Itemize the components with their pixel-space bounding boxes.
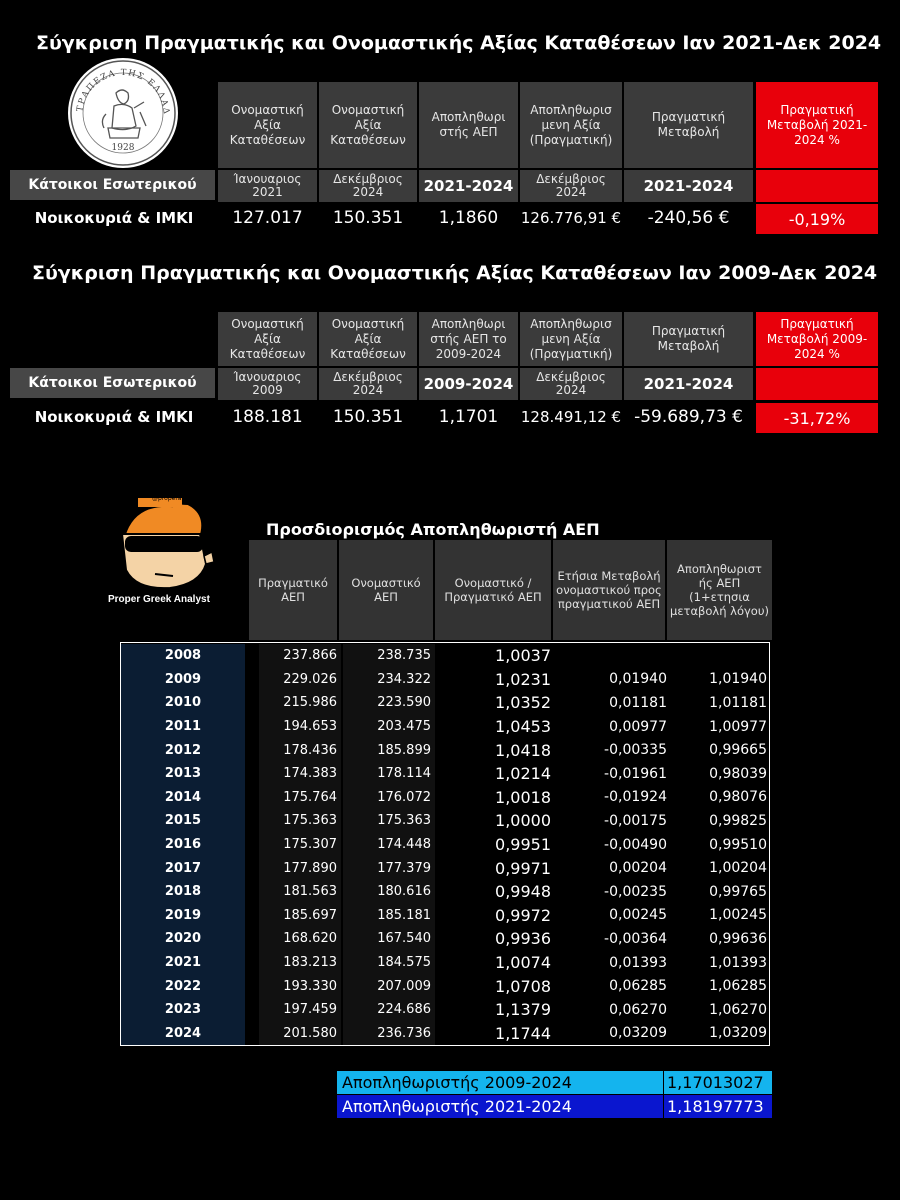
annual-change-cell: 0,00245 xyxy=(609,907,667,924)
section2-header-4: Πραγματική Μεταβολή xyxy=(624,312,753,366)
table-row xyxy=(121,691,769,715)
nominal-gdp-cell: 175.363 xyxy=(343,809,435,833)
ratio-cell: 1,0018 xyxy=(495,787,551,807)
annual-change-cell: -0,00490 xyxy=(604,836,667,853)
year-cell: 2015 xyxy=(121,809,245,833)
ratio-cell: 0,9951 xyxy=(495,835,551,855)
table-row xyxy=(121,833,769,857)
annual-change-cell: -0,01961 xyxy=(604,765,667,782)
gdp-header-3: Ετήσια Μεταβολή ονομαστικού προς πραγματικού ΑΕΠ xyxy=(553,540,665,640)
deflator-cell xyxy=(671,644,767,668)
real-gdp-cell: 197.459 xyxy=(259,998,341,1022)
table-row xyxy=(121,786,769,810)
table-row xyxy=(121,880,769,904)
nominal-gdp-cell: 167.540 xyxy=(343,927,435,951)
section2-subheader-5 xyxy=(756,368,878,400)
gdp-header-1: Ονομαστικό ΑΕΠ xyxy=(339,540,433,640)
real-gdp-cell: 175.363 xyxy=(259,809,341,833)
section1-header-5: Πραγματική Μεταβολή 2021-2024 % xyxy=(756,82,878,168)
section1-value-4: -240,56 € xyxy=(647,208,730,228)
annual-change-cell xyxy=(555,644,667,668)
deflator-cell: 1,00245 xyxy=(709,907,767,924)
table-row xyxy=(121,715,769,739)
section1-subheader-3: Δεκέμβριος 2024 xyxy=(520,170,622,202)
year-cell: 2012 xyxy=(121,738,245,762)
year-cell: 2021 xyxy=(121,951,245,975)
section2-subheader-0: Ίανουαριος 2009 xyxy=(218,368,317,400)
year-cell: 2010 xyxy=(121,691,245,715)
section2-header-3: Αποπληθωρισ μενη Αξία (Πραγματική) xyxy=(520,312,622,366)
deflator-cell: 1,01181 xyxy=(709,694,767,711)
seal-ring-text: ΤΡΑΠΕΖΑ ΤΗΣ ΕΛΛΑΔ xyxy=(75,67,172,116)
annual-change-cell: -0,00364 xyxy=(604,930,667,947)
year-cell: 2022 xyxy=(121,974,245,998)
section2-header-5: Πραγματική Μεταβολή 2009-2024 % xyxy=(756,312,878,366)
ratio-cell: 0,9936 xyxy=(495,929,551,949)
real-gdp-cell: 201.580 xyxy=(259,1022,341,1046)
section2-value-0: 188.181 xyxy=(232,407,303,427)
annual-change-cell: 0,03209 xyxy=(609,1025,667,1042)
nominal-gdp-cell: 234.322 xyxy=(343,668,435,692)
year-cell: 2019 xyxy=(121,904,245,928)
nominal-gdp-cell: 185.899 xyxy=(343,738,435,762)
table-row xyxy=(121,856,769,880)
table-row xyxy=(121,738,769,762)
deflator-cell: 1,06270 xyxy=(709,1001,767,1018)
deflator-cell: 0,99665 xyxy=(709,742,767,759)
real-gdp-cell: 175.764 xyxy=(259,786,341,810)
section2-value-2: 1,1701 xyxy=(438,407,499,427)
section1-title: Σύγκριση Πραγματικής και Ονομαστικής Αξίας Καταθέσεων Ιαν 2021-Δεκ 2024 xyxy=(36,32,882,54)
ratio-cell: 1,0352 xyxy=(495,693,551,713)
bank-of-greece-logo xyxy=(68,58,178,168)
nominal-gdp-cell: 203.475 xyxy=(343,715,435,739)
year-cell: 2008 xyxy=(121,644,245,668)
deflator-cell: 0,98039 xyxy=(709,765,767,782)
nominal-gdp-cell: 238.735 xyxy=(343,644,435,668)
table-row xyxy=(121,904,769,928)
nominal-gdp-cell: 180.616 xyxy=(343,880,435,904)
year-cell: 2023 xyxy=(121,998,245,1022)
table-row xyxy=(121,927,769,951)
table-row xyxy=(121,762,769,786)
real-gdp-cell: 175.307 xyxy=(259,833,341,857)
nominal-gdp-cell: 185.181 xyxy=(343,904,435,928)
table-row xyxy=(121,668,769,692)
table-row xyxy=(121,974,769,998)
section1-header-2: Αποπληθωρι στής ΑΕΠ xyxy=(419,82,518,168)
nominal-gdp-cell: 184.575 xyxy=(343,951,435,975)
annual-change-cell: -0,00235 xyxy=(604,883,667,900)
section1-subheader-0: Ίανουαριος 2021 xyxy=(218,170,317,202)
section2-row-label: Κάτοικοι Εσωτερικού xyxy=(10,368,215,398)
table-row xyxy=(121,951,769,975)
analyst-name: Proper Greek Analyst xyxy=(108,594,210,605)
section1-subheader-2: 2021-2024 xyxy=(419,170,518,202)
real-gdp-cell: 215.986 xyxy=(259,691,341,715)
year-cell: 2016 xyxy=(121,833,245,857)
section2-subheader-1: Δεκέμβριος 2024 xyxy=(319,368,417,400)
section2-value-1: 150.351 xyxy=(332,407,404,427)
bank-seal-icon xyxy=(68,58,178,168)
year-cell: 2020 xyxy=(121,927,245,951)
section2-value-5: -31,72% xyxy=(756,403,878,433)
section1-subheader-5 xyxy=(756,170,878,202)
deflator-cell: 1,06285 xyxy=(709,978,767,995)
year-cell: 2018 xyxy=(121,880,245,904)
summary-value-0: 1,17013027 xyxy=(664,1071,772,1094)
ratio-cell: 1,0074 xyxy=(495,953,551,973)
ratio-cell: 1,0418 xyxy=(495,740,551,760)
annual-change-cell: 0,06270 xyxy=(609,1001,667,1018)
real-gdp-cell: 185.697 xyxy=(259,904,341,928)
deflator-cell: 1,01393 xyxy=(709,954,767,971)
year-cell: 2017 xyxy=(121,856,245,880)
annual-change-cell: -0,01924 xyxy=(604,789,667,806)
section2-data-label: Νοικοκυριά & ΙΜΚΙ xyxy=(34,408,194,426)
section2-subheader-4: 2021-2024 xyxy=(624,368,753,400)
ratio-cell: 1,1379 xyxy=(495,1000,551,1020)
annual-change-cell: -0,00335 xyxy=(604,742,667,759)
section2-title: Σύγκριση Πραγματικής και Ονομαστικής Αξίας Καταθέσεων Ιαν 2009-Δεκ 2024 xyxy=(32,262,878,284)
annual-change-cell: 0,00204 xyxy=(609,860,667,877)
real-gdp-cell: 194.653 xyxy=(259,715,341,739)
section2-value-3: 128.491,12 € xyxy=(520,408,622,426)
nominal-gdp-cell: 207.009 xyxy=(343,974,435,998)
ratio-cell: 1,0000 xyxy=(495,811,551,831)
real-gdp-cell: 181.563 xyxy=(259,880,341,904)
nominal-gdp-cell: 236.736 xyxy=(343,1022,435,1046)
real-gdp-cell: 229.026 xyxy=(259,668,341,692)
deflator-cell: 1,00977 xyxy=(709,718,767,735)
section1-value-3: 126.776,91 € xyxy=(520,209,622,227)
table-row xyxy=(121,809,769,833)
section1-subheader-4: 2021-2024 xyxy=(624,170,753,202)
section1-value-0: 127.017 xyxy=(232,208,303,228)
section1-value-1: 150.351 xyxy=(332,208,404,228)
annual-change-cell: 0,06285 xyxy=(609,978,667,995)
nominal-gdp-cell: 224.686 xyxy=(343,998,435,1022)
section1-data-label: Νοικοκυριά & ΙΜΚΙ xyxy=(34,209,194,227)
nominal-gdp-cell: 174.448 xyxy=(343,833,435,857)
deflator-cell: 0,99510 xyxy=(709,836,767,853)
nominal-gdp-cell: 223.590 xyxy=(343,691,435,715)
ratio-cell: 0,9971 xyxy=(495,858,551,878)
gdp-header-2: Ονομαστικό / Πραγματικό ΑΕΠ xyxy=(435,540,551,640)
analyst-tag: @properanalyst xyxy=(152,495,200,502)
ratio-cell: 0,9948 xyxy=(495,882,551,902)
year-cell: 2013 xyxy=(121,762,245,786)
deflator-cell: 0,99765 xyxy=(709,883,767,900)
section1-value-2: 1,1860 xyxy=(438,208,499,228)
deflator-cell: 1,00204 xyxy=(709,860,767,877)
cartoon-face-icon xyxy=(100,494,225,609)
section1-subheader-1: Δεκέμβριος 2024 xyxy=(319,170,417,202)
real-gdp-cell: 237.866 xyxy=(259,644,341,668)
year-cell: 2014 xyxy=(121,786,245,810)
real-gdp-cell: 177.890 xyxy=(259,856,341,880)
section2-subheader-2: 2009-2024 xyxy=(419,368,518,400)
nominal-gdp-cell: 178.114 xyxy=(343,762,435,786)
summary-label-0: Αποπληθωριστής 2009-2024 xyxy=(337,1071,663,1094)
ratio-cell: 1,0708 xyxy=(495,976,551,996)
deflator-cell: 0,98076 xyxy=(709,789,767,806)
summary-label-1: Αποπληθωριστής 2021-2024 xyxy=(337,1095,663,1118)
deflator-cell: 0,99636 xyxy=(709,930,767,947)
seal-year: 1928 xyxy=(111,143,135,153)
section2-header-1: Ονομαστική Αξία Καταθέσεων xyxy=(319,312,417,366)
nominal-gdp-cell: 176.072 xyxy=(343,786,435,810)
real-gdp-cell: 178.436 xyxy=(259,738,341,762)
year-cell: 2011 xyxy=(121,715,245,739)
section2-value-4: -59.689,73 € xyxy=(634,407,743,427)
section1-header-0: Ονομαστική Αξία Καταθέσεων xyxy=(218,82,317,168)
year-cell: 2009 xyxy=(121,668,245,692)
real-gdp-cell: 174.383 xyxy=(259,762,341,786)
deflator-cell: 1,03209 xyxy=(709,1025,767,1042)
ratio-cell: 0,9972 xyxy=(495,905,551,925)
annual-change-cell: 0,01393 xyxy=(609,954,667,971)
annual-change-cell: 0,00977 xyxy=(609,718,667,735)
table-row xyxy=(121,644,769,668)
section1-header-4: Πραγματική Μεταβολή xyxy=(624,82,753,168)
section1-value-5: -0,19% xyxy=(756,204,878,234)
summary-value-1: 1,18197773 xyxy=(664,1095,772,1118)
gdp-title: Προσδιορισμός Αποπληθωριστή ΑΕΠ xyxy=(266,520,600,539)
ratio-cell: 1,0453 xyxy=(495,717,551,737)
gdp-header-4: Αποπληθωριστ ής ΑΕΠ (1+ετησια μεταβολή λόγου) xyxy=(667,540,772,640)
section2-header-2: Αποπληθωρι στής ΑΕΠ το 2009-2024 xyxy=(419,312,518,366)
annual-change-cell: 0,01181 xyxy=(609,694,667,711)
section1-header-1: Ονομαστική Αξία Καταθέσεων xyxy=(319,82,417,168)
ratio-cell: 1,0214 xyxy=(495,764,551,784)
real-gdp-cell: 168.620 xyxy=(259,927,341,951)
section1-header-3: Αποπληθωρισ μενη Αξία (Πραγματική) xyxy=(520,82,622,168)
analyst-logo xyxy=(100,494,225,609)
annual-change-cell: 0,01940 xyxy=(609,671,667,688)
gdp-table xyxy=(120,642,770,1046)
ratio-cell: 1,0231 xyxy=(495,669,551,689)
year-cell: 2024 xyxy=(121,1022,245,1046)
real-gdp-cell: 183.213 xyxy=(259,951,341,975)
section1-row-label: Κάτοικοι Εσωτερικού xyxy=(10,170,215,200)
section2-header-0: Ονομαστική Αξία Καταθέσεων xyxy=(218,312,317,366)
real-gdp-cell: 193.330 xyxy=(259,974,341,998)
ratio-cell: 1,0037 xyxy=(495,646,551,666)
table-row xyxy=(121,1022,769,1046)
annual-change-cell: -0,00175 xyxy=(604,812,667,829)
table-row xyxy=(121,998,769,1022)
gdp-header-0: Πραγματικό ΑΕΠ xyxy=(249,540,337,640)
nominal-gdp-cell: 177.379 xyxy=(343,856,435,880)
deflator-cell: 0,99825 xyxy=(709,812,767,829)
ratio-cell: 1,1744 xyxy=(495,1023,551,1043)
section2-subheader-3: Δεκέμβριος 2024 xyxy=(520,368,622,400)
deflator-cell: 1,01940 xyxy=(709,671,767,688)
